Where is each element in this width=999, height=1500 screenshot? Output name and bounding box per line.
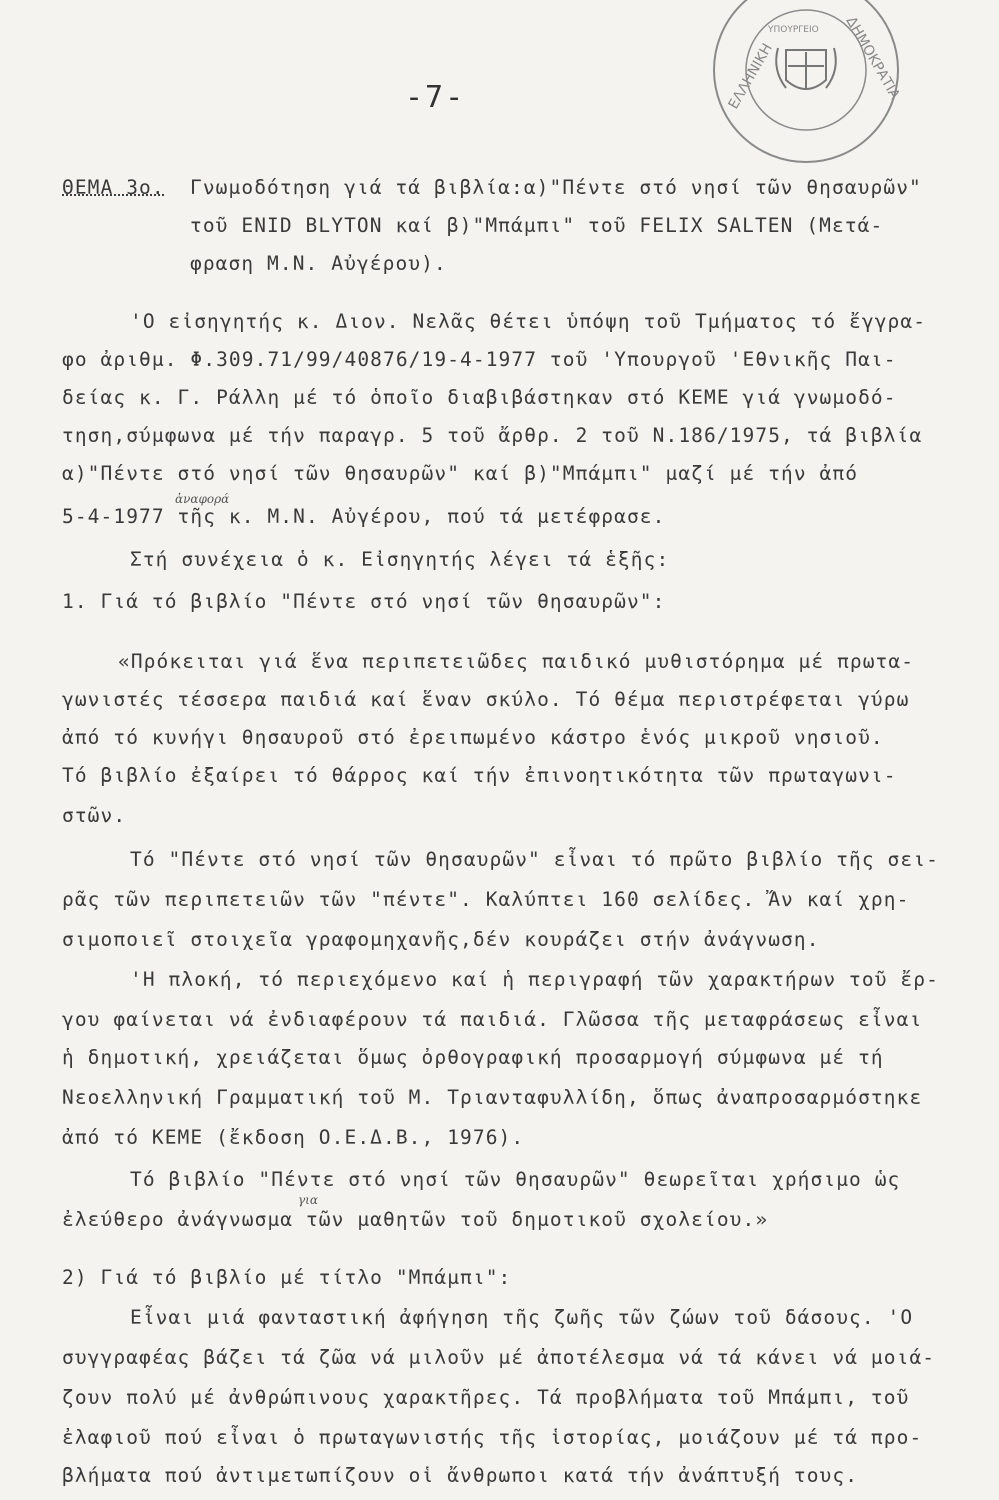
body-line: 5-4-1977 τῆς κ. Μ.Ν. Αὐγέρου, πού τά μετέφρασε. <box>62 505 666 528</box>
svg-text:ΕΛΛΗΝΙΚΗ: ΕΛΛΗΝΙΚΗ <box>725 40 776 112</box>
coat-of-arms-icon <box>776 48 836 89</box>
body-line: ἐλεύθερο ἀνάγνωσμα τῶν μαθητῶν τοῦ δημοτικοῦ σχολείου.» <box>62 1208 769 1231</box>
section-heading-2: 2) Γιά τό βιβλίο μέ τίτλο "Μπάμπι": <box>62 1266 512 1289</box>
handwritten-note: ἀναφορά <box>175 492 230 506</box>
topic-heading: ΘΕΜΑ 3ο. <box>62 176 165 199</box>
body-line: α)"Πέντε στό νησί τῶν θησαυρῶν" καί β)"Μπάμπι" μαζί μέ τήν ἀπό <box>62 462 859 485</box>
body-line: φο ἀριθμ. Φ.309.71/99/40876/19-4-1977 τοῦ 'Υπουργοῦ 'Εθνικῆς Παι- <box>62 348 897 371</box>
body-line: «Πρόκειται γιά ἕνα περιπετειῶδες παιδικό μυθιστόρημα μέ πρωτα- <box>118 650 915 673</box>
body-line: 'Η πλοκή, τό περιεχόμενο καί ἡ περιγραφή τῶν χαρακτήρων τοῦ ἔρ- <box>130 968 939 991</box>
section-heading-1: 1. Γιά τό βιβλίο "Πέντε στό νησί τῶν θησαυρῶν": <box>62 590 666 613</box>
body-line: 'Ο εἰσηγητής κ. Διον. Νελᾶς θέτει ὑπόψη τοῦ Τμήματος τό ἔγγρα- <box>130 310 927 333</box>
body-line: τηση,σύμφωνα μέ τήν παραγρ. 5 τοῦ ἄρθρ. 2 τοῦ Ν.186/1975, τά βιβλία <box>62 424 923 447</box>
body-line: στῶν. <box>62 804 127 827</box>
body-line: ζουν πολύ μέ ἀνθρώπινους χαρακτῆρες. Τά προβλήματα τοῦ Μπάμπι, τοῦ <box>62 1386 910 1409</box>
topic-line-2: τοῦ ENID BLYTON καί β)"Μπάμπι" τοῦ FELIX SALTEN (Μετά- <box>190 214 884 237</box>
body-line: ρᾶς τῶν περιπετειῶν τῶν "πέντε". Καλύπτει 160 σελίδες. Ἄν καί χρη- <box>62 888 910 911</box>
handwritten-note: για <box>298 1193 318 1207</box>
body-line: δείας κ. Γ. Ράλλη μέ τό ὁποῖο διαβιβάστηκαν στό ΚΕΜΕ γιά γνωμοδό- <box>62 386 897 409</box>
body-line: ἐλαφιοῦ πού εἶναι ὁ πρωταγωνιστής τῆς ἱστορίας, μοιάζουν μέ τά προ- <box>62 1426 923 1449</box>
topic-line-3: φραση Μ.Ν. Αὐγέρου). <box>190 252 447 275</box>
body-line: Τό βιβλίο "Πέντε στό νησί τῶν θησαυρῶν" θεωρεῖται χρήσιμο ὡς <box>130 1168 901 1191</box>
body-line: Στή συνέχεια ὁ κ. Εἰσηγητής λέγει τά ἑξῆς: <box>130 548 670 571</box>
body-line: ἀπό τό κυνήγι θησαυροῦ στό ἐρειπωμένο κάστρο ἑνός μικροῦ νησιοῦ. <box>62 726 884 749</box>
official-seal-stamp <box>706 0 906 170</box>
body-line: σιμοποιεῖ στοιχεῖα γραφομηχανῆς,δέν κουράζει στήν ἀνάγνωση. <box>62 928 820 951</box>
svg-text:ΥΠΟΥΡΓΕΙΟ: ΥΠΟΥΡΓΕΙΟ <box>768 25 819 35</box>
body-line: ἀπό τό ΚΕΜΕ (ἔκδοση Ο.Ε.Δ.Β., 1976). <box>62 1126 525 1149</box>
body-line: γου φαίνεται νά ἐνδιαφέρουν τά παιδιά. Γλῶσσα τῆς μεταφράσεως εἶναι <box>62 1008 923 1031</box>
topic-line-1: Γνωμοδότηση γιά τά βιβλία:α)"Πέντε στό νησί τῶν θησαυρῶν" <box>190 176 922 199</box>
body-line: συγγραφέας βάζει τά ζῶα νά μιλοῦν μέ ἀποτέλεσμα νά τά κάνει νά μοιά- <box>62 1346 936 1369</box>
svg-text:ΔΗΜΟΚΡΑΤΙΑ: ΔΗΜΟΚΡΑΤΙΑ <box>842 14 903 103</box>
body-line: Νεοελληνική Γραμματική τοῦ Μ. Τριανταφυλλίδη, ὅπως ἀναπροσαρμόστηκε <box>62 1086 923 1109</box>
body-line: Τό βιβλίο ἐξαίρει τό θάρρος καί τήν ἐπινοητικότητα τῶν πρωταγωνι- <box>62 764 897 787</box>
body-line: Τό "Πέντε στό νησί τῶν θησαυρῶν" εἶναι τό πρῶτο βιβλίο τῆς σει- <box>130 848 939 871</box>
body-line: Εἶναι μιά φανταστική ἀφήγηση τῆς ζωῆς τῶν ζώων τοῦ δάσους. 'Ο <box>130 1306 914 1329</box>
body-line: ἡ δημοτική, χρειάζεται ὅμως ὀρθογραφική προσαρμογή σύμφωνα μέ τή <box>62 1046 884 1069</box>
body-line: βλήματα πού ἀντιμετωπίζουν οἱ ἄνθρωποι κατά τήν ἀνάπτυξή τους. <box>62 1464 859 1487</box>
page-number: -7- <box>405 80 466 115</box>
body-line: γωνιστές τέσσερα παιδιά καί ἕναν σκύλο. Τό θέμα περιστρέφεται γύρω <box>62 688 910 711</box>
